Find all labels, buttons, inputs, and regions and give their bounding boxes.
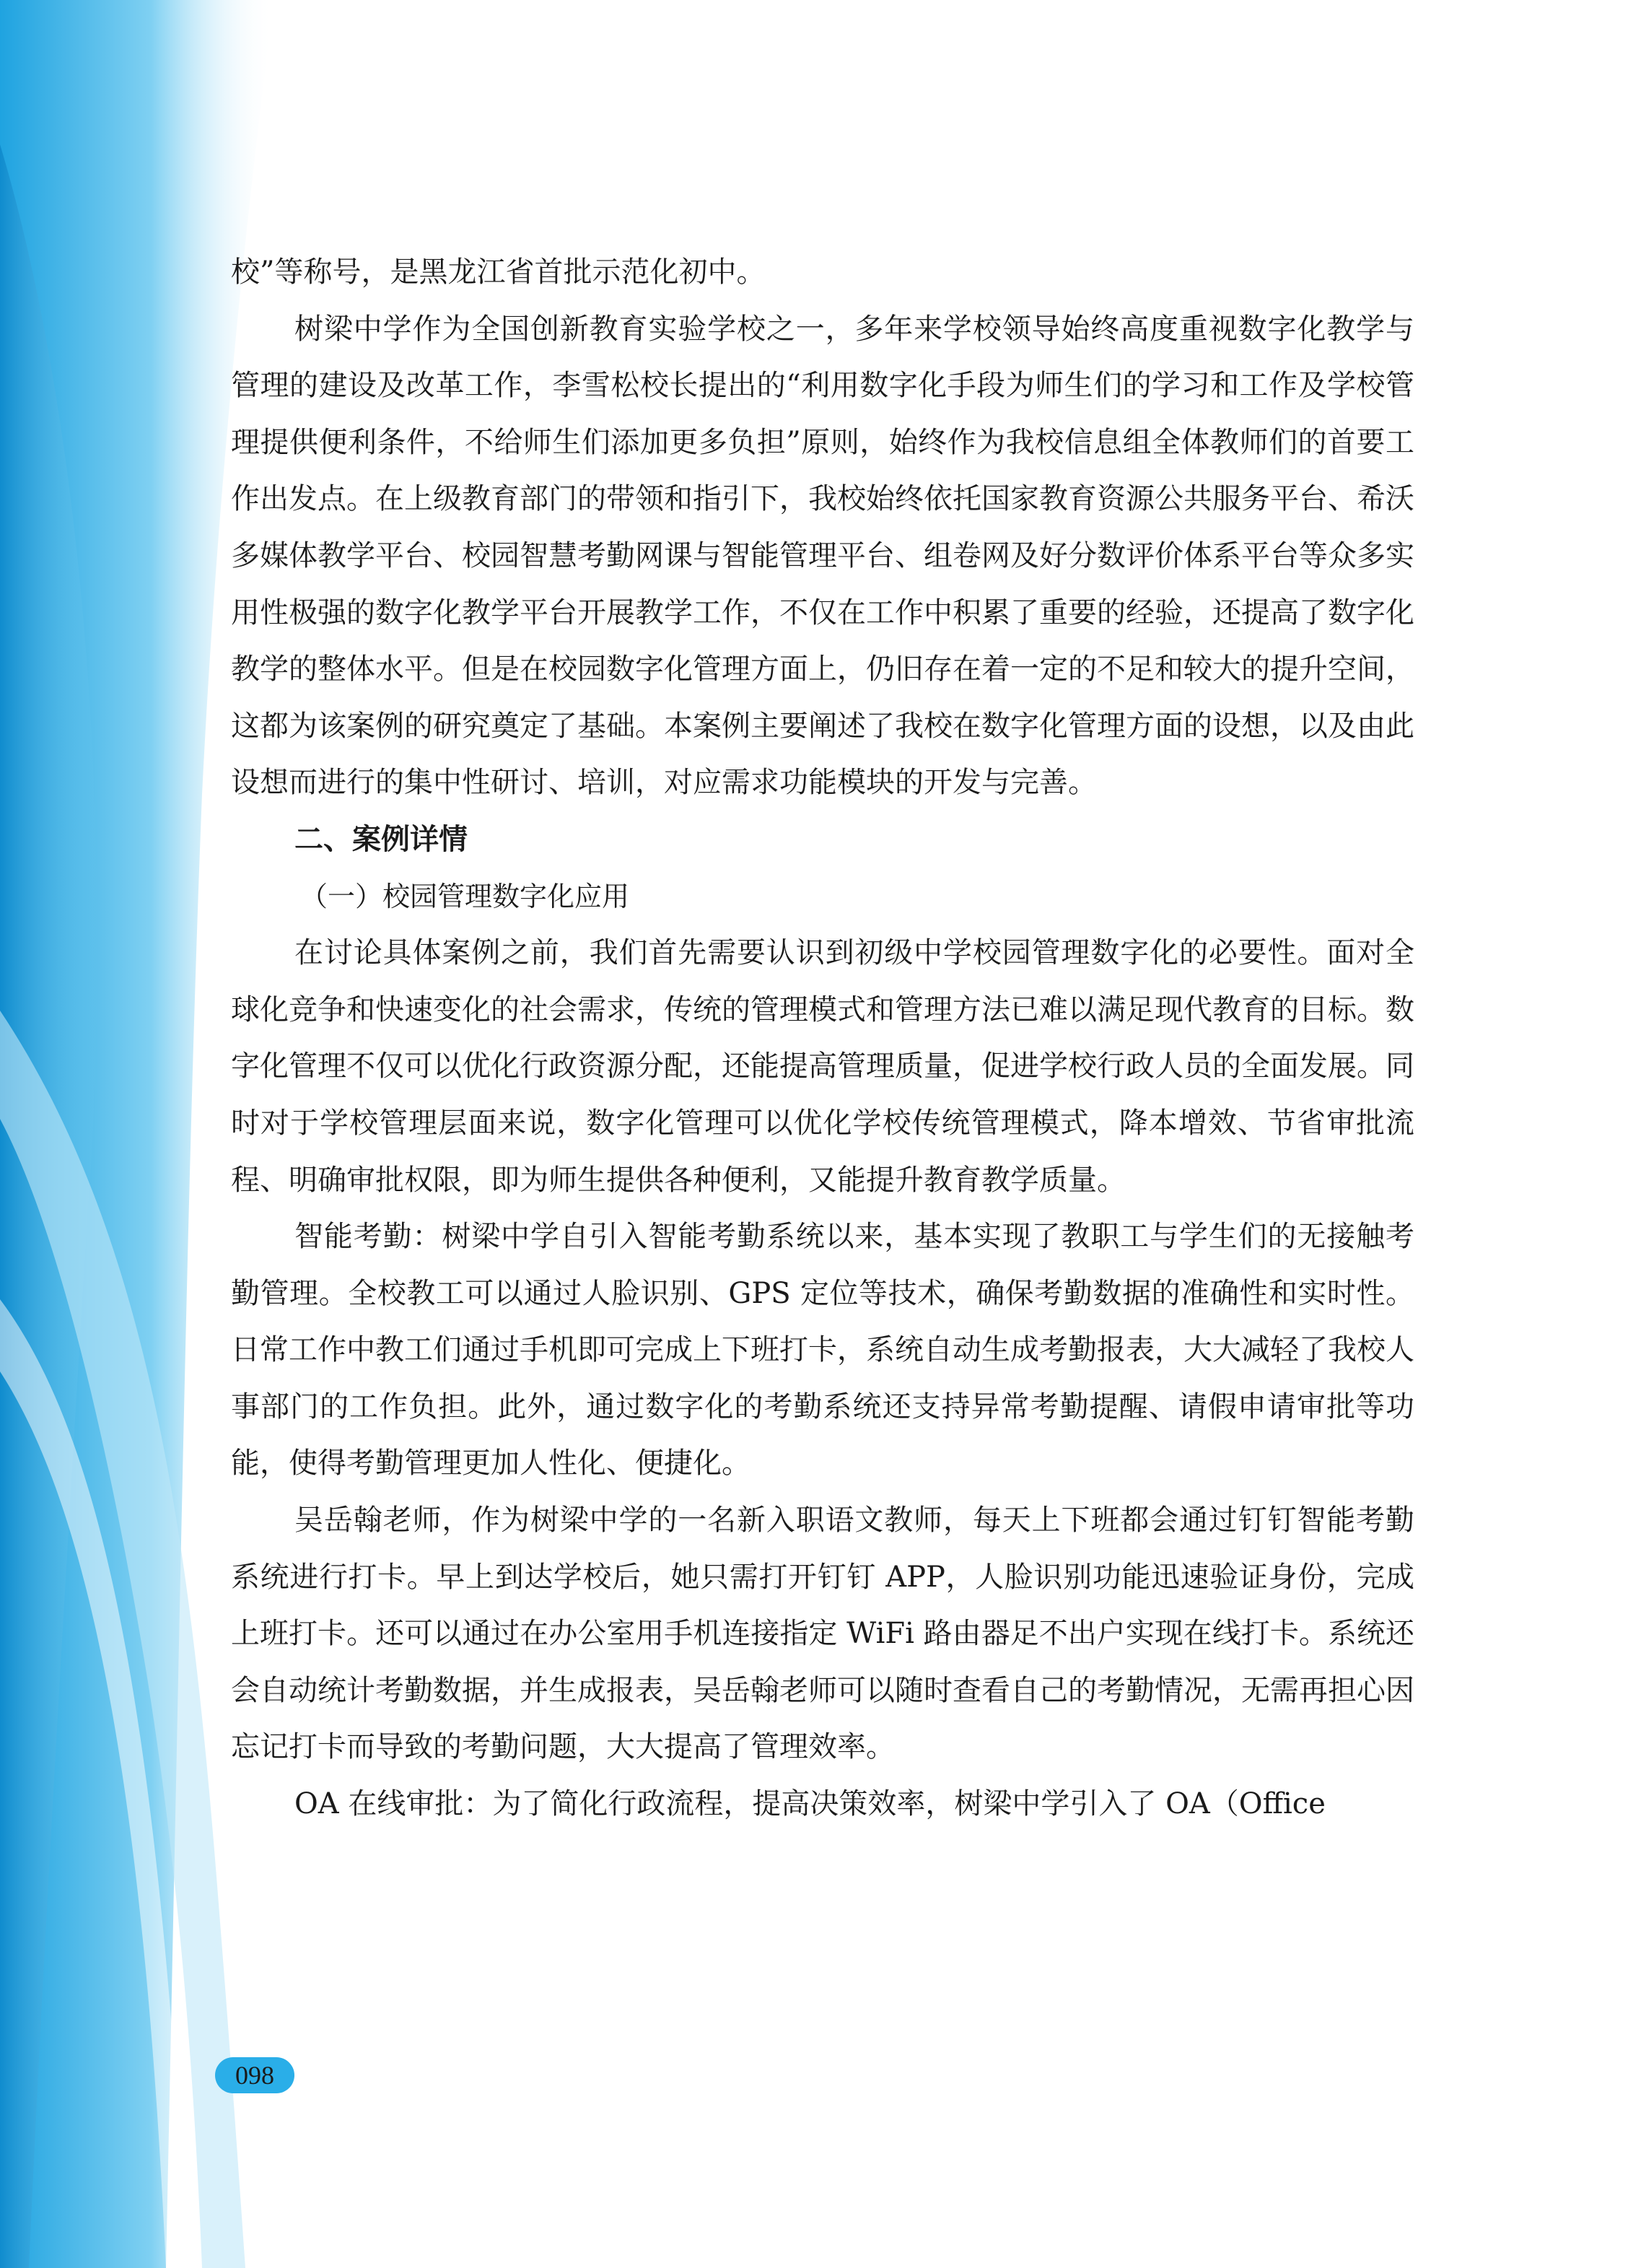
paragraph-digital-necessity: 在讨论具体案例之前，我们首先需要认识到初级中学校园管理数字化的必要性。面对全球化竞争和快速变化的社会需求，传统的管理模式和管理方法已难以满足现代教育的目标。数字化管理不仅可以优化行政资源分配，还能提高管理质量，促进学校行政人员的全面发展。同时对于学校管理层面来说，数字化管理可以优化学校传统管理模式，降本增效、节省审批流程、明确审批权限，即为师生提供各种便利，又能提升教育教学质量。 [231,936,1414,1197]
paragraph-school-background: 树梁中学作为全国创新教育实验学校之一，多年来学校领导始终高度重视数字化教学与管理的建设及改革工作，李雪松校长提出的“利用数字化手段为师生们的学习和工作及学校管理提供便利条件，不给师生们添加更多负担”原则，始终作为我校信息组全体教师们的首要工作出发点。在上级教育部门的带领和指引下，我校始终依托国家教育资源公共服务平台、希沃多媒体教学平台、校园智慧考勤网课与智能管理平台、组卷网及好分数评价体系平台等众多实用性极强的数字化教学平台开展教学工作，不仅在工作中积累了重要的经验，还提高了数字化教学的整体水平。但是在校园数字化管理方面上，仍旧存在着一定的不足和较大的提升空间，这都为该案例的研究奠定了基础。本案例主要阐述了我校在数字化管理方面的设想，以及由此设想而进行的集中性研讨、培训，对应需求功能模块的开发与完善。 [231,312,1414,800]
paragraph-smart-attendance: 智能考勤：树梁中学自引入智能考勤系统以来，基本实现了教职工与学生们的无接触考勤管理。全校教工可以通过人脸识别、GPS 定位等技术，确保考勤数据的准确性和实时性。日常工作中教工们通过手机即可完成上下班打卡，系统自动生成考勤报表，大大减轻了我校人事部门的工作负担。此外，通过数字化的考勤系统还支持异常考勤提醒、请假申请审批等功能，使得考勤管理更加人性化、便捷化。 [231,1220,1414,1480]
section-heading: 二、案例详情 [294,822,468,856]
paragraph-teacher-example: 吴岳翰老师，作为树梁中学的一名新入职语文教师，每天上下班都会通过钉钉智能考勤系统进行打卡。早上到达学校后，她只需打开钉钉 APP，人脸识别功能迅速验证身份，完成上班打卡。还可以通过在办公室用手机连接指定 WiFi 路由器足不出户实现在线打卡。系统还会自动统计考勤数据，并生成报表，吴岳翰老师可以随时查看自己的考勤情况，无需再担心因忘记打卡而导致的考勤问题，大大提高了管理效率。 [231,1504,1414,1764]
page-body [231,244,1414,1833]
paragraph-oa-approval: OA 在线审批：为了简化行政流程，提高决策效率，树梁中学引入了 OA（Office [294,1787,1326,1821]
subsection-heading: （一）校园管理数字化应用 [300,880,630,912]
paragraph-continuation: 校”等称号，是黑龙江省首批示范化初中。 [231,256,766,289]
page-number-badge: 098 [215,2057,294,2093]
